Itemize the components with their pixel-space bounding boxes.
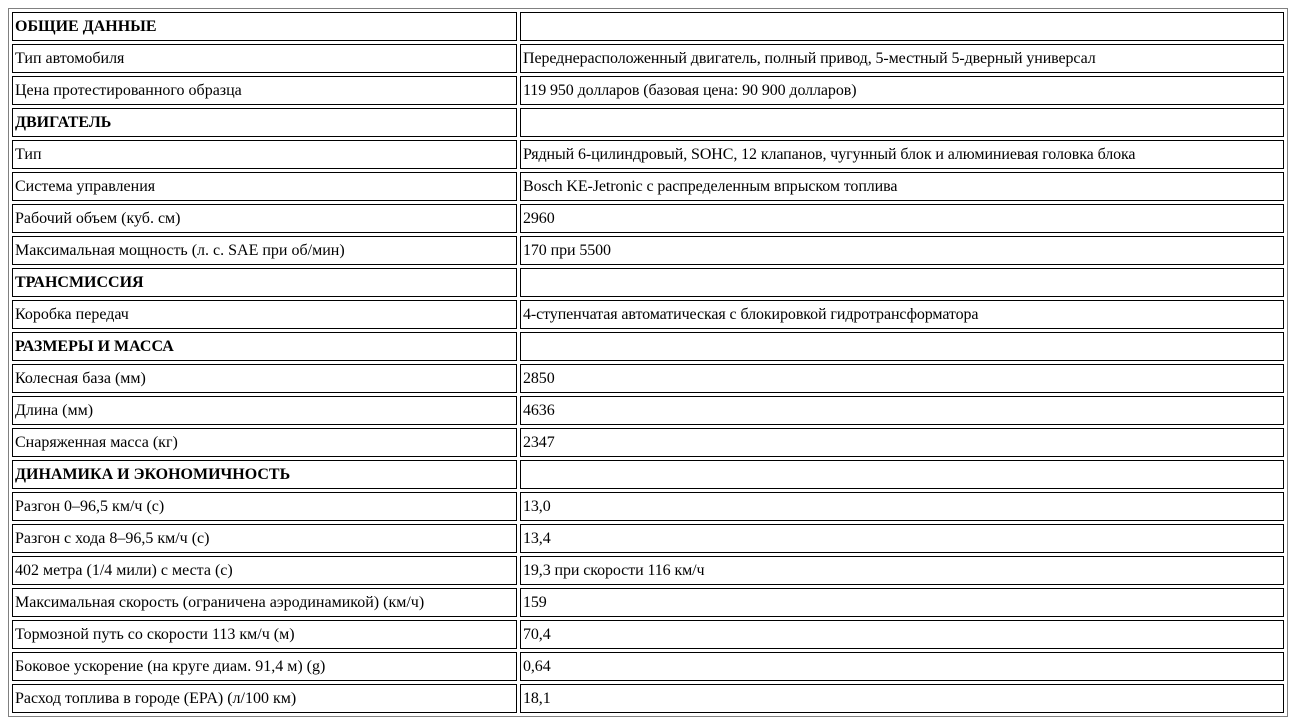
specifications-table-body <box>12 12 1284 713</box>
spec-label: Цена протестированного образца <box>12 76 517 105</box>
spec-value: 2850 <box>520 364 1284 393</box>
table-row <box>12 204 1284 233</box>
spec-value: 119 950 долларов (базовая цена: 90 900 долларов) <box>520 76 1284 105</box>
spec-value: 19,3 при скорости 116 км/ч <box>520 556 1284 585</box>
section-title: ТРАНСМИССИЯ <box>12 268 517 297</box>
spec-label: Максимальная скорость (ограничена аэродинамикой) (км/ч) <box>12 588 517 617</box>
table-row <box>12 684 1284 713</box>
spec-value: 2960 <box>520 204 1284 233</box>
table-row <box>12 588 1284 617</box>
table-row <box>12 492 1284 521</box>
table-row <box>12 44 1284 73</box>
spec-label: Разгон с хода 8–96,5 км/ч (с) <box>12 524 517 553</box>
spec-label: Система управления <box>12 172 517 201</box>
spec-value: Переднерасположенный двигатель, полный привод, 5-местный 5-дверный универсал <box>520 44 1284 73</box>
spec-value: Рядный 6-цилиндровый, SOHC, 12 клапанов, чугунный блок и алюминиевая головка блока <box>520 140 1284 169</box>
specifications-table <box>8 8 1288 717</box>
spec-label: 402 метра (1/4 мили) с места (с) <box>12 556 517 585</box>
spec-value: 0,64 <box>520 652 1284 681</box>
table-row <box>12 140 1284 169</box>
section-header-row <box>12 332 1284 361</box>
section-empty-cell <box>520 268 1284 297</box>
section-title: ДИНАМИКА И ЭКОНОМИЧНОСТЬ <box>12 460 517 489</box>
section-empty-cell <box>520 332 1284 361</box>
spec-label: Разгон 0–96,5 км/ч (с) <box>12 492 517 521</box>
section-title: ОБЩИЕ ДАННЫЕ <box>12 12 517 41</box>
table-row <box>12 364 1284 393</box>
spec-label: Коробка передач <box>12 300 517 329</box>
section-empty-cell <box>520 12 1284 41</box>
section-title: РАЗМЕРЫ И МАССА <box>12 332 517 361</box>
table-row <box>12 428 1284 457</box>
table-row <box>12 236 1284 265</box>
section-header-row <box>12 268 1284 297</box>
section-header-row <box>12 12 1284 41</box>
spec-label: Расход топлива в городе (EPA) (л/100 км) <box>12 684 517 713</box>
spec-label: Тормозной путь со скорости 113 км/ч (м) <box>12 620 517 649</box>
table-row <box>12 652 1284 681</box>
spec-value: 70,4 <box>520 620 1284 649</box>
spec-value: 4636 <box>520 396 1284 425</box>
table-row <box>12 76 1284 105</box>
spec-value: Bosch KE-Jetronic с распределенным впрыском топлива <box>520 172 1284 201</box>
table-row <box>12 300 1284 329</box>
spec-value: 159 <box>520 588 1284 617</box>
spec-label: Рабочий объем (куб. см) <box>12 204 517 233</box>
section-header-row <box>12 460 1284 489</box>
table-row <box>12 524 1284 553</box>
section-title: ДВИГАТЕЛЬ <box>12 108 517 137</box>
table-row <box>12 396 1284 425</box>
spec-label: Тип <box>12 140 517 169</box>
spec-label: Длина (мм) <box>12 396 517 425</box>
section-empty-cell <box>520 460 1284 489</box>
spec-value: 13,4 <box>520 524 1284 553</box>
table-row <box>12 620 1284 649</box>
spec-value: 2347 <box>520 428 1284 457</box>
section-empty-cell <box>520 108 1284 137</box>
spec-value: 170 при 5500 <box>520 236 1284 265</box>
spec-label: Боковое ускорение (на круге диам. 91,4 м) (g) <box>12 652 517 681</box>
table-row <box>12 556 1284 585</box>
table-row <box>12 172 1284 201</box>
spec-value: 13,0 <box>520 492 1284 521</box>
spec-value: 4-ступенчатая автоматическая с блокировкой гидротрансформатора <box>520 300 1284 329</box>
spec-label: Снаряженная масса (кг) <box>12 428 517 457</box>
spec-value: 18,1 <box>520 684 1284 713</box>
spec-label: Тип автомобиля <box>12 44 517 73</box>
spec-label: Колесная база (мм) <box>12 364 517 393</box>
spec-label: Максимальная мощность (л. с. SAE при об/мин) <box>12 236 517 265</box>
section-header-row <box>12 108 1284 137</box>
